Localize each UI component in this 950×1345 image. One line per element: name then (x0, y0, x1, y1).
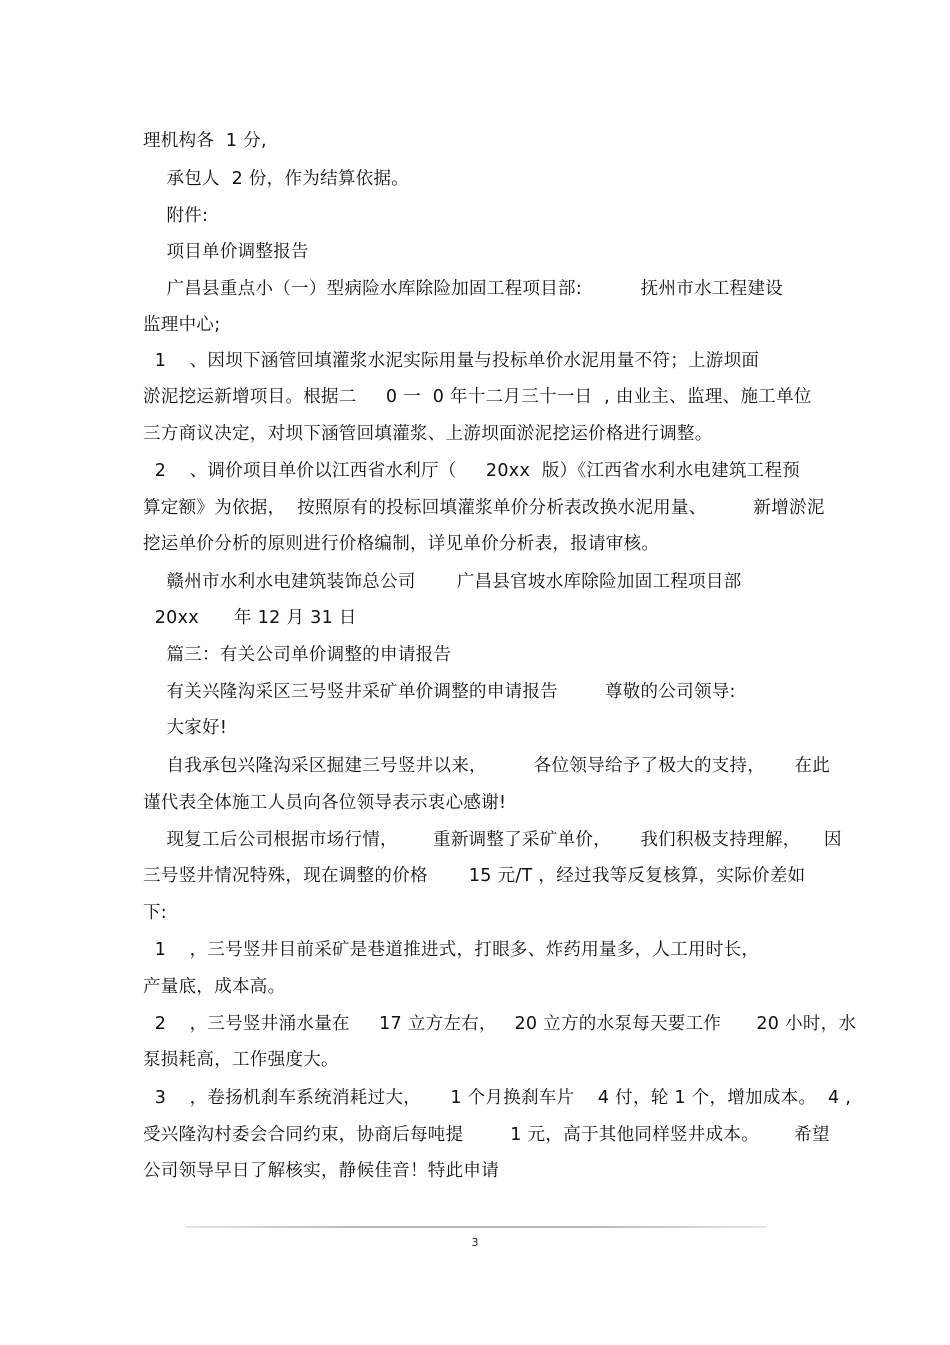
text-line: 监理中心; (143, 315, 221, 335)
text-line: 自我承包兴隆沟采区掘建三号竖井以来， 各位领导给予了极大的支持， 在此 (143, 756, 831, 776)
text-line: 赣州市水利水电建筑装饰总公司 广昌县官坡水库除险加固工程项目部 (143, 572, 742, 592)
text-line: 谨代表全体施工人员向各位领导表示衷心感谢! (143, 793, 507, 813)
text-line: 挖运单价分析的原则进行价格编制，详见单价分析表，报请审核。 (143, 534, 660, 554)
text-line: 1 ，三号竖井目前采矿是巷道推进式，打眼多、炸药用量多，人工用时长， (143, 940, 760, 960)
text-line: 算定额》为依据， 按照原有的投标回填灌浆单价分析表改换水泥用量、 新增淤泥 (143, 498, 825, 518)
text-line: 理机构各 1 分, (143, 131, 267, 151)
text-line: 1 、因坝下涵管回填灌浆水泥实际用量与投标单价水泥用量不符；上游坝面 (143, 351, 760, 371)
text-line: 3 ，卷扬机刹车系统消耗过大， 1 个月换刹车片 4 付，轮 1 个，增加成本。 4 , (143, 1088, 852, 1108)
text-line: 大家好! (143, 718, 228, 738)
text-line: 下: (143, 903, 167, 923)
text-line: 篇三：有关公司单价调整的申请报告 (143, 645, 452, 665)
text-line: 有关兴隆沟采区三号竖井采矿单价调整的申请报告 尊敬的公司领导: (143, 682, 736, 702)
text-line: 三号竖井情况特殊，现在调整的价格 15 元/T ，经过我等反复核算，实际价差如 (143, 866, 806, 886)
text-line: 淤泥挖运新增项目。根据二 0 一 0 年十二月三十一日 , 由业主、监理、施工单位 (143, 387, 812, 407)
text-line: 2 ，三号竖井涌水量在 17 立方左右， 20 立方的水泵每天要工作 20 小时，水 (143, 1014, 857, 1034)
page-number: 3 (471, 1236, 479, 1249)
text-line: 广昌县重点小（一）型病险水库除险加固工程项目部: 抚州市水工程建设 (143, 279, 784, 299)
text-line: 承包人 2 份，作为结算依据。 (143, 169, 410, 189)
text-line: 项目单价调整报告 (143, 242, 309, 262)
text-line: 公司领导早日了解核实，静候佳音！特此申请 (143, 1161, 499, 1181)
text-line: 2 、调价项目单价以江西省水利厅（ 20xx 版）《江西省水利水电建筑工程预 (143, 461, 801, 481)
text-line: 20xx 年 12 月 31 日 (143, 608, 357, 628)
text-line: 附件: (143, 206, 209, 226)
text-line: 泵损耗高，工作强度大。 (143, 1050, 339, 1070)
text-line: 三方商议决定，对坝下涵管回填灌浆、上游坝面淤泥挖运价格进行调整。 (143, 424, 713, 444)
text-line: 现复工后公司根据市场行情， 重新调整了采矿单价， 我们积极支持理解， 因 (143, 830, 842, 850)
text-line: 受兴隆沟村委会合同约束，协商后每吨提 1 元，高于其他同样竖井成本。 希望 (143, 1125, 830, 1145)
text-line: 产量底，成本高。 (143, 977, 286, 997)
footer-divider (185, 1226, 767, 1228)
